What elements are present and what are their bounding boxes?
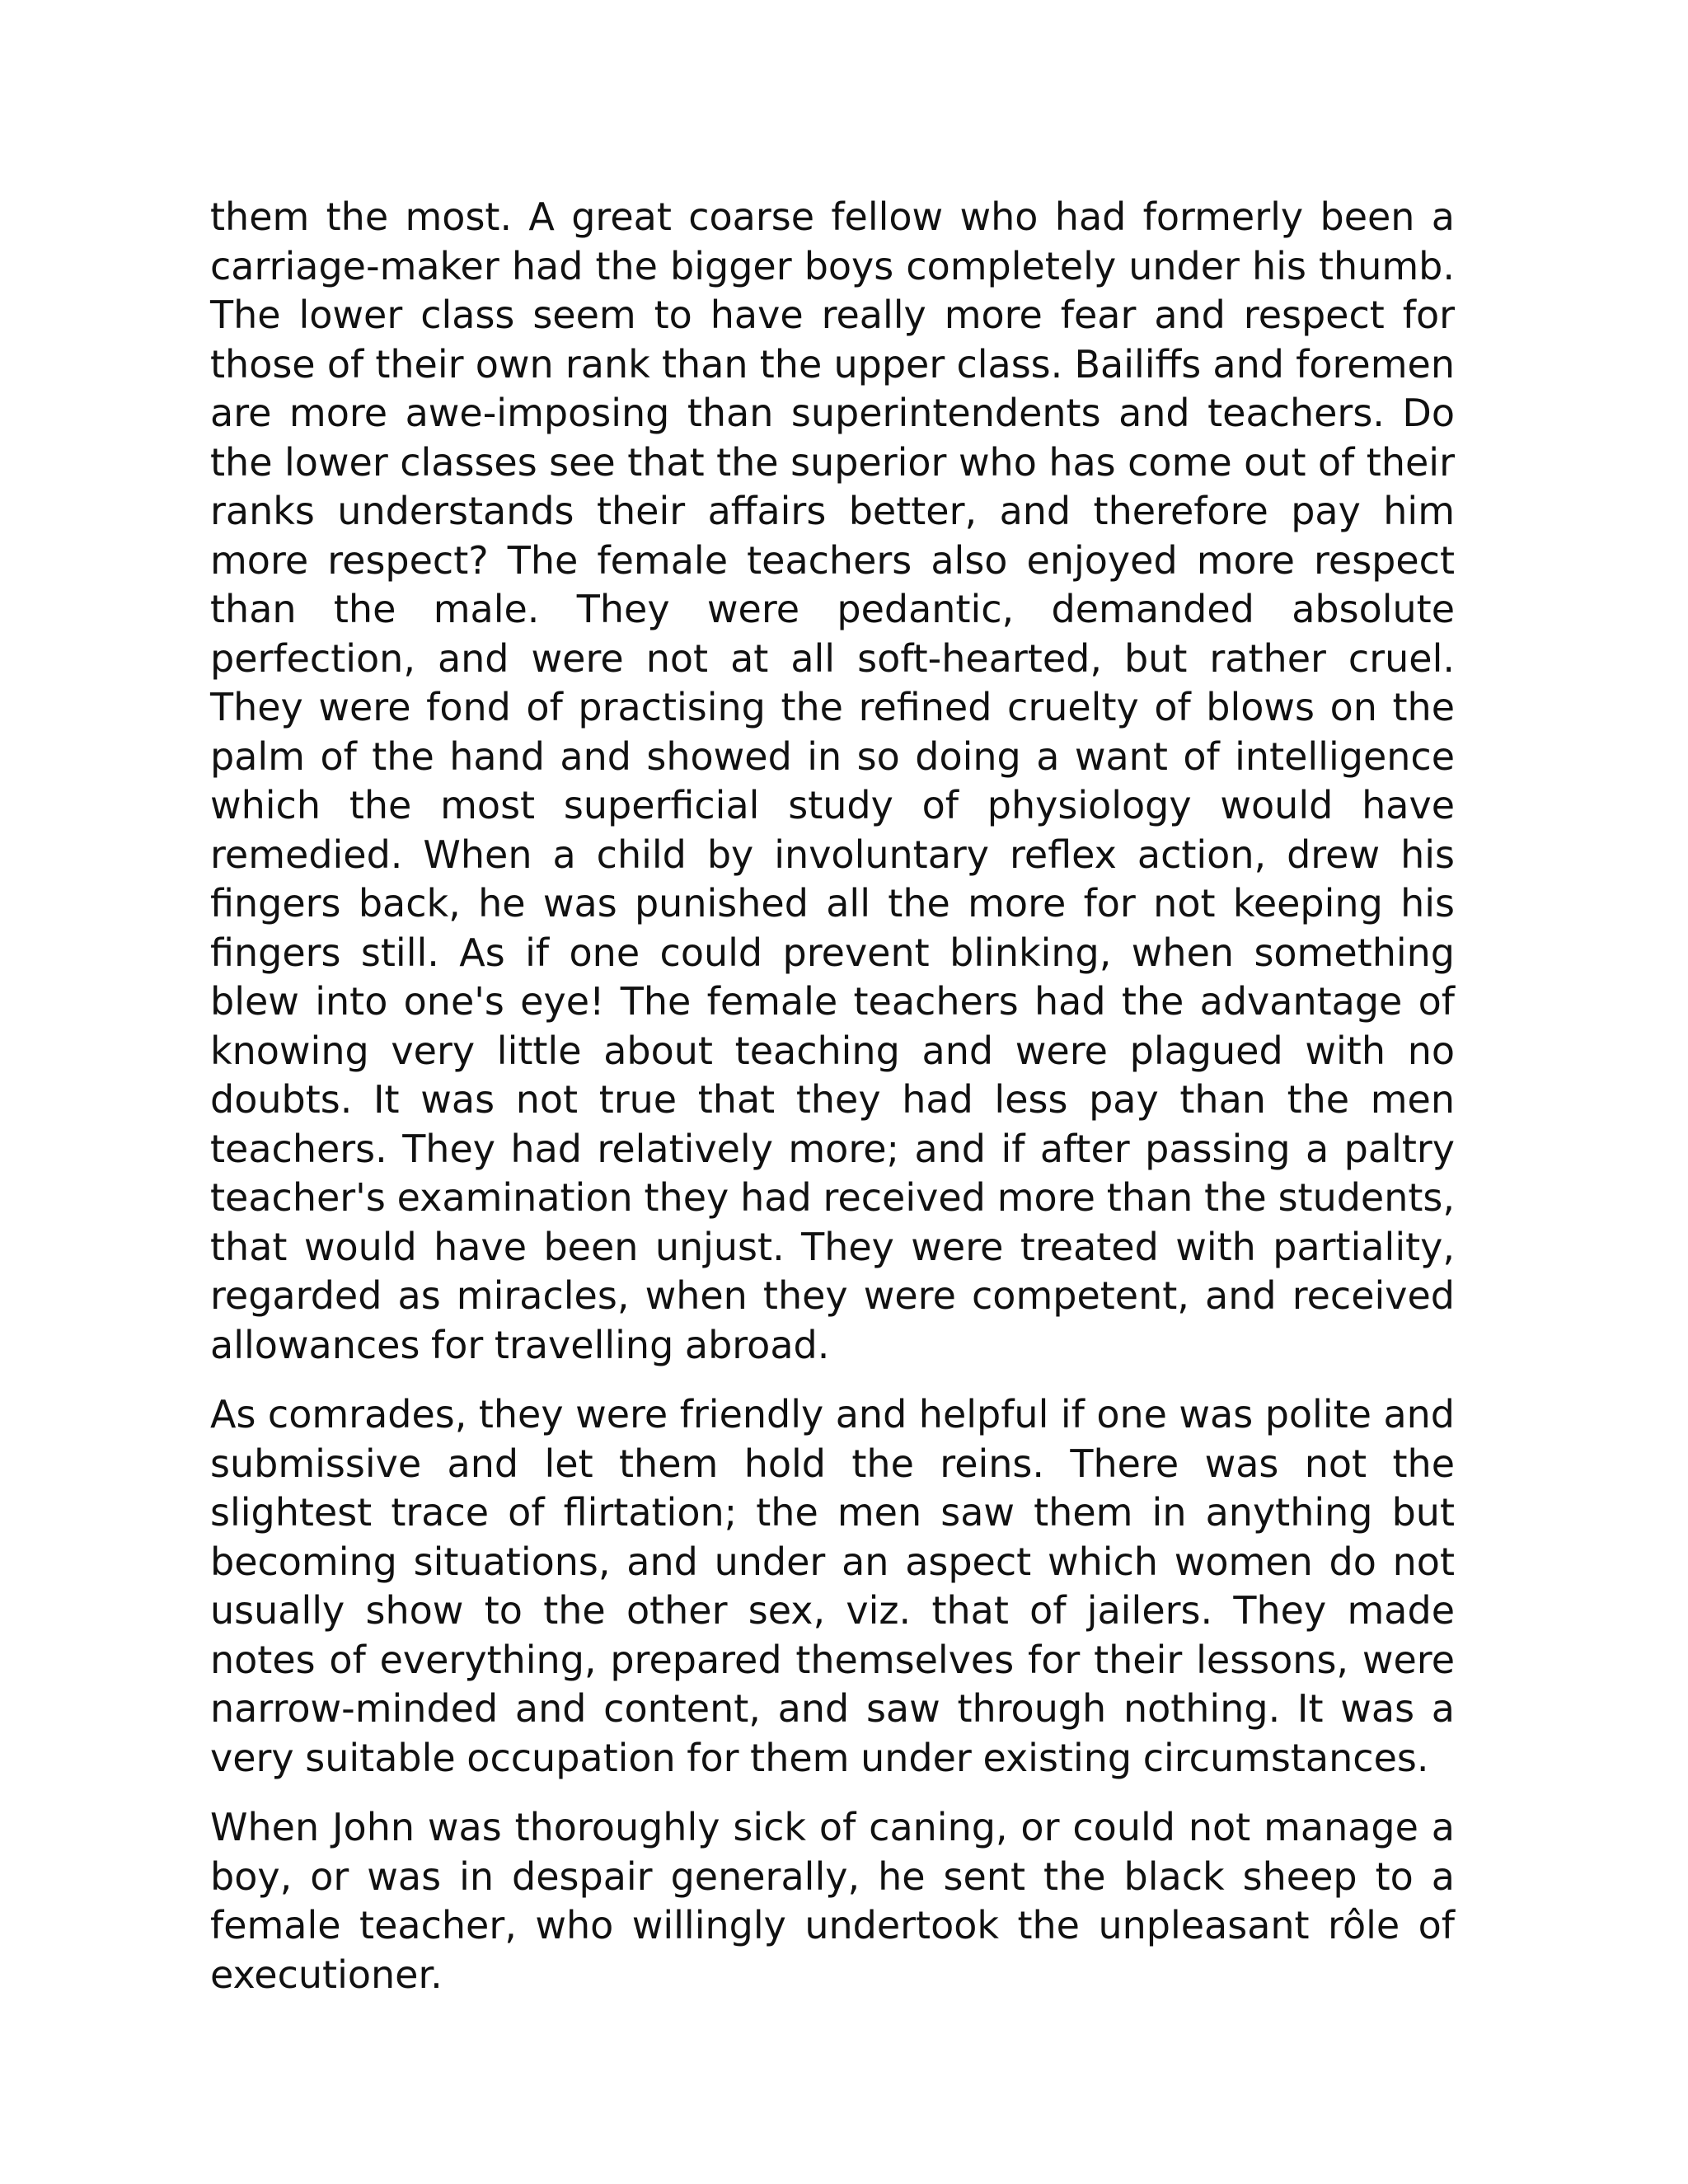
page-body bbox=[210, 193, 1455, 2020]
paragraph-2: As comrades, they were friendly and helpful if one was polite and submissive and let them hold the reins. There was not the slightest trace of flirtation; the men saw them in anything but becoming situations, and under an aspect which women do not usually show to the other sex, viz. that of jailers. They made notes of everything, prepared themselves for their lessons, were narrow-minded and content, and saw through nothing. It was a very suitable occupation for them under existing circumstances. bbox=[210, 1392, 1455, 1780]
paragraph-1: them the most. A great coarse fellow who had formerly been a carriage-maker had the bigger boys completely under his thumb. The lower class seem to have really more fear and respect for those of their own rank than the upper class. Bailiffs and foremen are more awe-imposing than superintendents and teachers. Do the lower classes see that the superior who has come out of their ranks understands their affairs better, and therefore pay him more respect? The female teachers also enjoyed more respect than the male. They were pedantic, demanded absolute perfection, and were not at all soft-hearted, but rather cruel. They were fond of practising the refined cruelty of blows on the palm of the hand and showed in so doing a want of intelligence which the most superficial study of physiology would have remedied. When a child by involuntary reflex action, drew his fingers back, he was punished all the more for not keeping his fingers still. As if one could prevent blinking, when something blew into one's eye! The female teachers had the advantage of knowing very little about teaching and were plagued with no doubts. It was not true that they had less pay than the men teachers. They had relatively more; and if after passing a paltry teacher's examination they had received more than the students, that would have been unjust. They were treated with partiality, regarded as miracles, when they were competent, and received allowances for travelling abroad. bbox=[210, 194, 1455, 1367]
paragraph-3: When John was thoroughly sick of caning, or could not manage a boy, or was in despair generally, he sent the black sheep to a female teacher, who willingly undertook the unpleasant rôle of executioner. bbox=[210, 1805, 1455, 1997]
